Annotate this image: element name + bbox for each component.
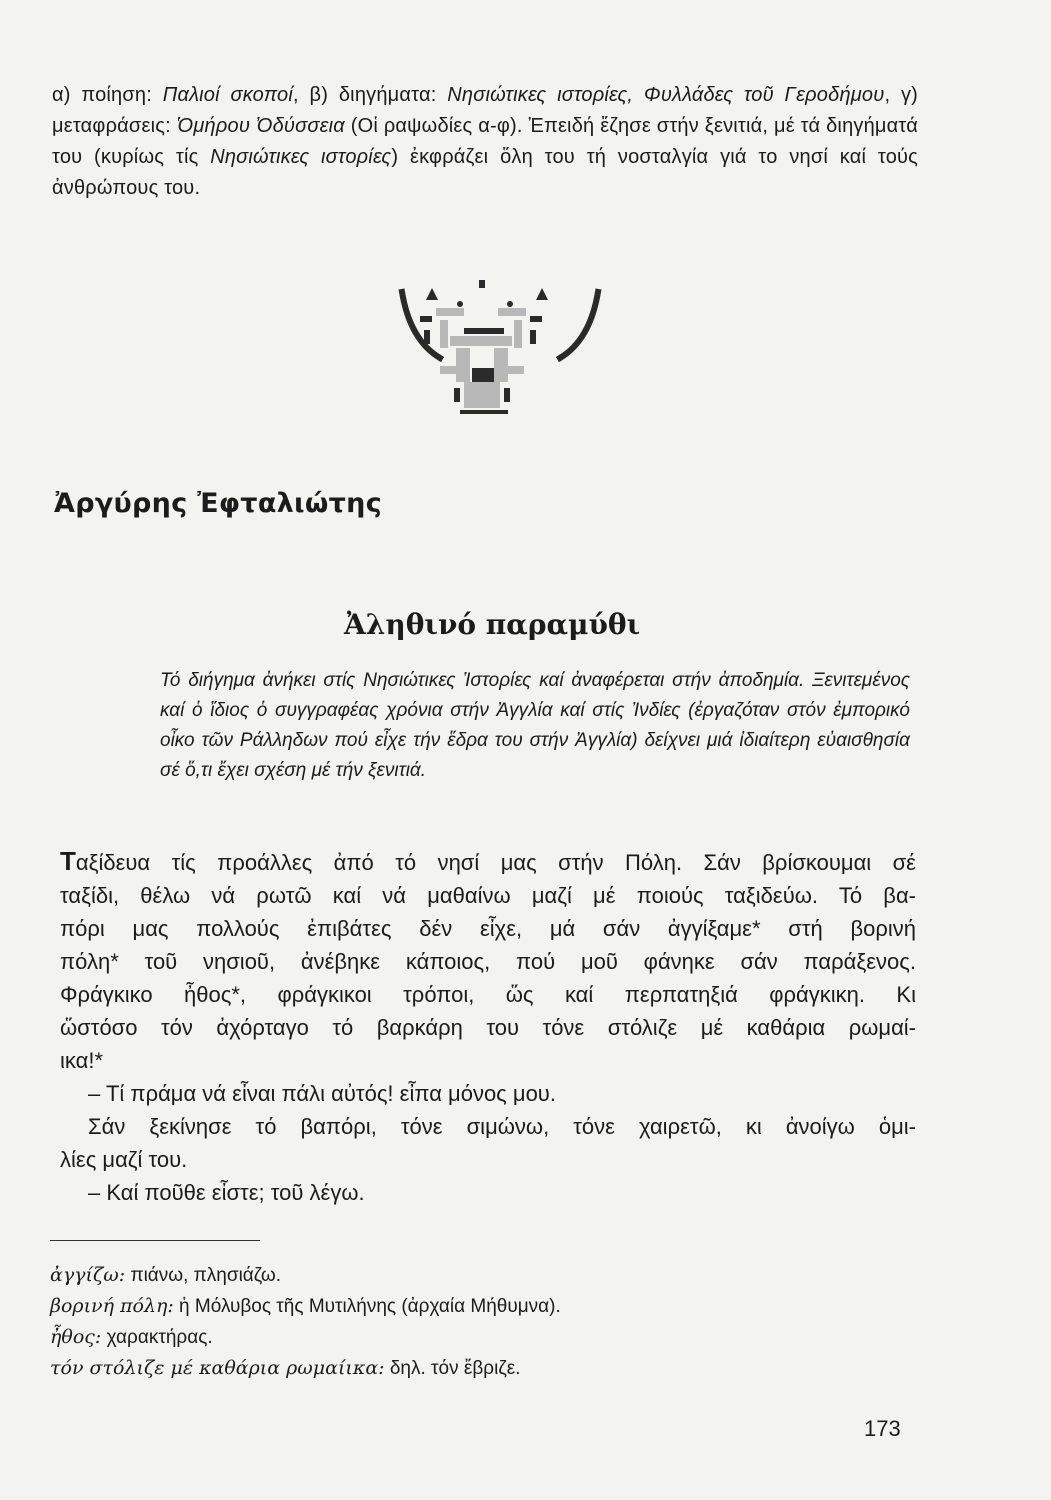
story-line: [60, 845, 916, 879]
footnote-term: βορινή πόλη:: [50, 1295, 174, 1317]
footnote-definition: πιάνω, πλησιάζω.: [125, 1265, 282, 1286]
story-line: Φράγκικο ἦθος*, φράγκικοι τρόποι, ὥς καί περπατηξιά φράγκικη. Κι: [60, 982, 916, 1007]
intro-italic: Νησιώτικες ιστορίες, Φυλλάδες τοῦ Γεροδήμου: [447, 84, 885, 106]
dialogue-line: – Τί πράμα νά εἶναι πάλι αὐτός! εἶπα μόνος μου.: [88, 1081, 556, 1106]
footnote: [50, 1353, 910, 1384]
intro-text: (Οἱ ραψωδίες α-φ). Ἐπειδή ἔζησε στήν ξενιτιά, μέ τά διηγήματά του (κυρίως τίς: [52, 115, 918, 168]
intro-text: α) ποίηση:: [52, 84, 163, 106]
footnote-term: ἦθος:: [50, 1326, 102, 1348]
footnote: [50, 1291, 910, 1322]
intro-text: , γ) μεταφράσεις:: [52, 84, 919, 137]
story-line: πόρι μας πολλούς ἐπιβάτες δέν εἶχε, μά σάν ἀγγίξαμε* στή βορινή: [60, 916, 916, 941]
footnote-term: τόν στόλιζε μέ καθάρια ρωμαίικα:: [50, 1357, 385, 1379]
intro-paragraph: [52, 80, 918, 204]
footnote-definition: χαρακτήρας.: [101, 1327, 213, 1348]
story-line-text: αξίδευα τίς προάλλες ἀπό τό νησί μας στήν Πόλη. Σάν βρίσκουμαι σέ: [75, 850, 916, 875]
author-name: Ἀργύρης Ἐφταλιώτης: [54, 488, 383, 519]
candelabrum-ornament-icon: [380, 270, 620, 430]
intro-italic: Παλιοί σκοποί: [162, 84, 294, 106]
abstract-text: Τό διήγημα ἀνήκει στίς Νησιώτικες Ἱστορίες καί ἀναφέρεται στήν ἀποδημία. Ξενιτεμένος καί ὁ ἴδιος ὁ συγγραφέας χρόνια στήν Ἀγγλία καί στίς Ἰνδίες (ἐργαζόταν στόν ἐμπορικό οἶκο τῶν Ράλληδων πού εἶχε τήν ἕδρα του στήν Ἀγγλία) δείχνει μιά ἰδιαίτερη εὐαισθησία σέ ὅ,τι ἔχει σχέση μέ τήν ξενιτιά.: [160, 670, 910, 781]
footnote-term: ἀγγίζω:: [50, 1264, 126, 1286]
story-title: Ἀληθινό παραμύθι: [344, 608, 641, 641]
footnote-definition: ἡ Μόλυβος τῆς Μυτιλήνης (ἀρχαία Μήθυμνα).: [173, 1296, 561, 1317]
footnotes: [50, 1260, 910, 1384]
intro-text: ) ἐκφράζει ὅλη του τή νοσταλγία γιά το νησί καί τούς ἀνθρώπους του.: [52, 146, 919, 199]
story-abstract: [160, 666, 910, 786]
intro-italic: Ὁμήρου Ὀδύσσεια: [176, 115, 345, 137]
drop-cap: Τ: [60, 846, 76, 876]
dialogue-line: – Καί ποῦθε εἶστε; τοῦ λέγω.: [88, 1180, 365, 1205]
intro-italic: Νησιώτικες ιστορίες: [210, 146, 392, 168]
story-text: [60, 845, 916, 1209]
story-line: ὥστόσο τόν ἀχόρταγο τό βαρκάρη του τόνε στόλιζε μέ καθάρια ρωμαί-: [60, 1015, 916, 1040]
page-number: 173: [864, 1416, 901, 1441]
footnote: [50, 1260, 910, 1291]
story-line: ικα!*: [60, 1048, 104, 1073]
footnote-definition: δηλ. τόν ἔβριζε.: [384, 1358, 521, 1379]
footnote: [50, 1322, 910, 1353]
story-line: ταξίδι, θέλω νά ρωτῶ καί νά μαθαίνω μαζί μέ ποιούς ταξιδεύω. Τό βα-: [60, 883, 916, 908]
story-line: πόλη* τοῦ νησιοῦ, ἀνέβηκε κάποιος, πού μοῦ φάνηκε σάν παράξενος.: [60, 949, 916, 974]
footnote-divider: [50, 1240, 260, 1241]
story-line: λίες μαζί του.: [60, 1147, 188, 1172]
story-line: Σάν ξεκίνησε τό βαπόρι, τόνε σιμώνω, τόνε χαιρετῶ, κι ἀνοίγω ὁμι-: [88, 1114, 916, 1139]
intro-text: , β) διηγήματα:: [293, 84, 448, 106]
